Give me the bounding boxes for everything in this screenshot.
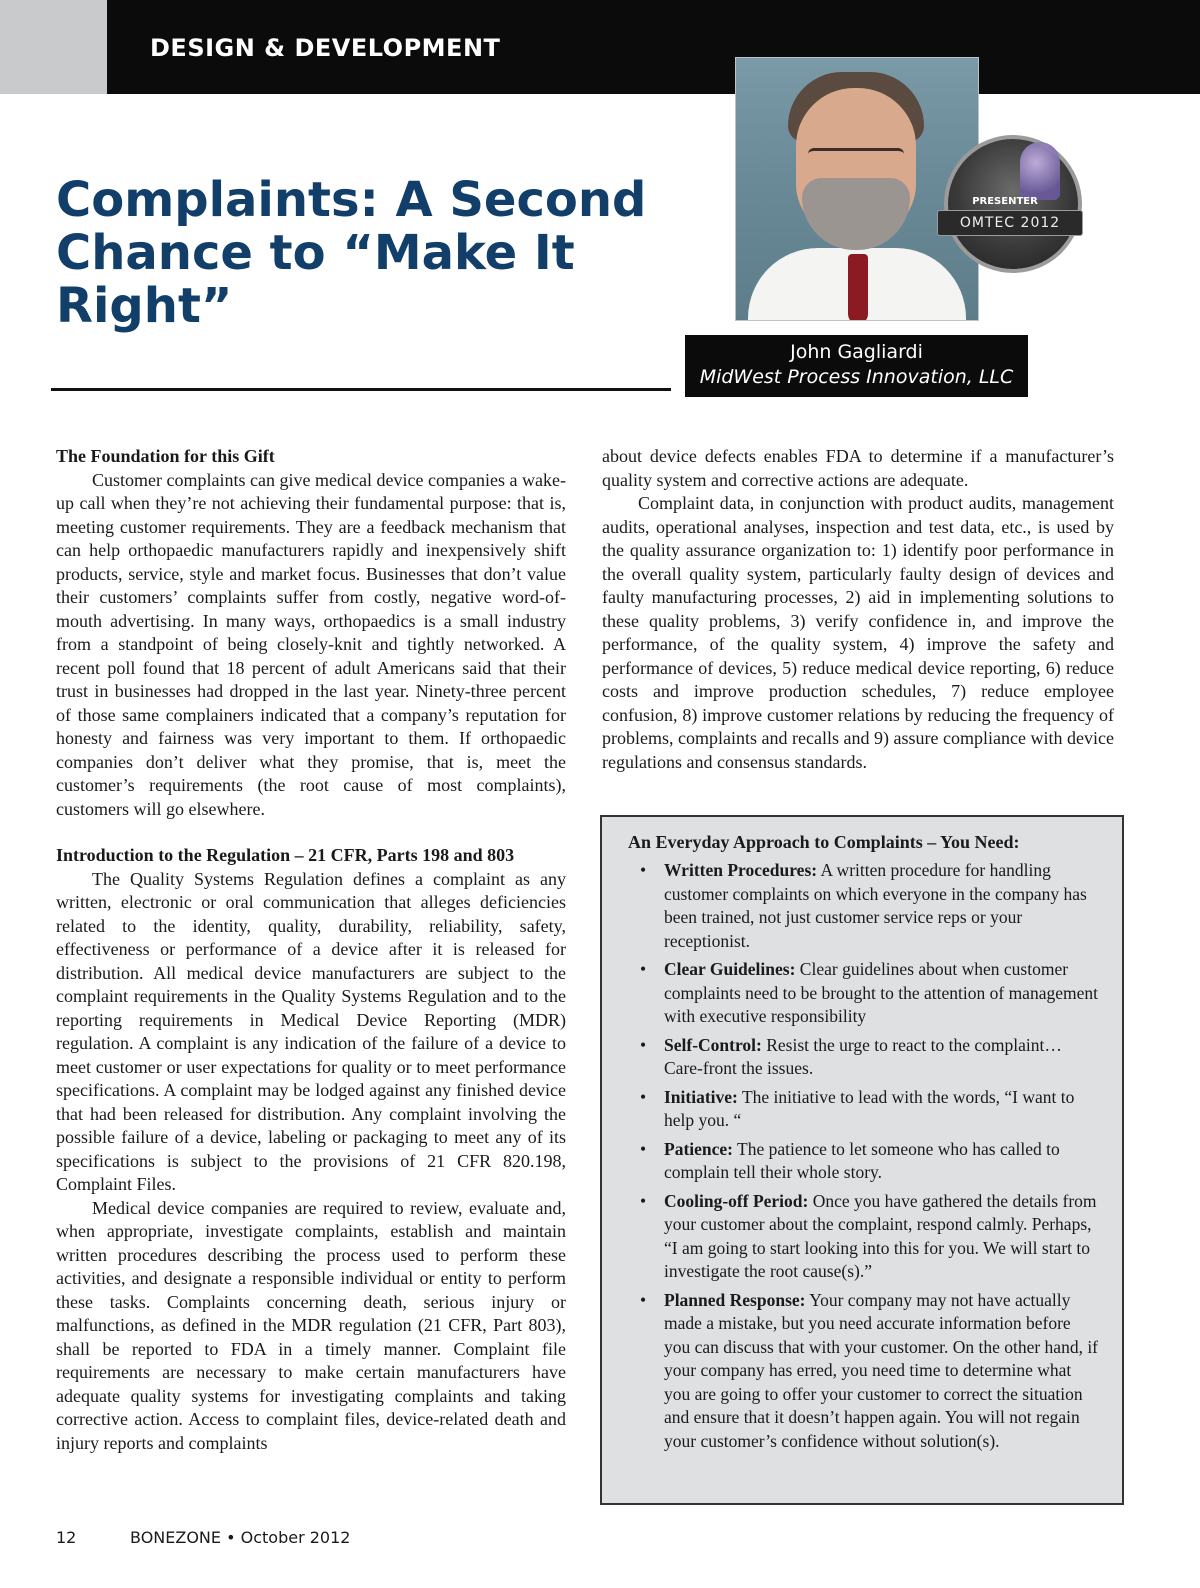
header-gray-tab [0, 0, 107, 94]
bullet-icon: • [640, 1086, 647, 1107]
bullet-icon: • [640, 860, 647, 880]
author-box [685, 335, 1028, 397]
item-term: Initiative: [664, 1086, 738, 1107]
item-text: A written procedure for handling customer complaints on which everyone in the company has been trained, not just customer service reps or your receptionist. [664, 860, 1087, 951]
publication-line: BONEZONE • October 2012 [130, 1528, 351, 1547]
right-column [602, 445, 1114, 774]
item-term: Cooling-off Period: [664, 1190, 809, 1211]
article-title: Complaints: A Second Chance to “Make It Right” [56, 172, 647, 334]
item-text: Clear guidelines about when customer complaints need to be brought to the attention of management with executive responsibility [664, 959, 1098, 1026]
sidebar-list [628, 859, 1098, 1458]
bullet-icon: • [640, 1289, 647, 1310]
badge-event: OMTEC 2012 [937, 210, 1083, 236]
section-label: DESIGN & DEVELOPMENT [150, 34, 501, 62]
author-organization: MidWest Process Innovation, LLC [699, 366, 1014, 388]
list-item [628, 1086, 1098, 1133]
complaints-sidebar [600, 815, 1124, 1505]
item-text: The initiative to lead with the words, “I want to help you. “ [664, 1086, 1075, 1130]
skeleton-figure-icon [1020, 142, 1060, 200]
item-text: Resist the urge to react to the complaint… Care-front the issues. [664, 1034, 1062, 1078]
section-heading-foundation: The Foundation for this Gift [56, 446, 275, 466]
section-heading-regulation: Introduction to the Regulation – 21 CFR, Parts 198 and 803 [56, 845, 515, 865]
bullet-icon: • [640, 1034, 647, 1055]
list-item [628, 1034, 1098, 1081]
list-item [628, 958, 1098, 1029]
list-item [628, 1190, 1098, 1284]
item-text: Your company may not have actually made a mistake, but you need accurate information before you can discuss that with your customer. On the other hand, if your company has erred, you need time to determine what you are going to offer your customer to correct the situation and ensure that it doesn’t happen again. You will not regain your customer’s confidence without solution(s). [664, 1289, 1099, 1451]
paragraph: Customer complaints can give medical device companies a wake-up call when they’re not achieving their fundamental purpose: that is, meeting customer requirements. They are a feedback mechanism that can help orthopaedic manufacturers rapidly and inexpensively shift products, service, style and market focus. Businesses that don’t value their customers’ complaints suffer from costly, negative word-of-mouth advertising. In many ways, orthopaedics is a small industry from a standpoint of being closely-knit and tightly networked. A recent poll found that 18 percent of adult Americans said that their trust in businesses had dropped in the last year. Ninety-three percent of those same complainers indicated that a company’s reputation for honesty and fairness was very important to them. If orthopaedic companies don’t deliver what they promise, that is, meet the customer’s requirements (the root cause of most complaints), customers will go elsewhere. [56, 469, 566, 819]
item-term: Written Procedures: [664, 860, 818, 880]
author-name: John Gagliardi [790, 341, 923, 363]
item-text: Once you have gathered the details from your customer about the complaint, respond calmly. Perhaps, “I am going to start looking into this for you. We will start to investigate the root cause(s).” [664, 1190, 1097, 1281]
item-term: Self-Control: [664, 1034, 762, 1055]
badge-label: PRESENTER [972, 196, 1038, 207]
item-term: Clear Guidelines: [664, 959, 796, 979]
page-number: 12 [56, 1528, 77, 1547]
bullet-icon: • [640, 1190, 647, 1211]
list-item [628, 1289, 1098, 1454]
left-column [56, 445, 566, 1455]
title-divider [51, 388, 671, 391]
author-photo [735, 57, 979, 321]
bullet-icon: • [640, 959, 647, 979]
paragraph: The Quality Systems Regulation defines a complaint as any written, electronic or oral communication that alleges deficiencies related to the identity, quality, durability, reliability, safety, effectiveness or performance of a device after it is released for distribution. All medical device manufacturers are subject to the complaint requirements in the Quality Systems Regulation and to the reporting requirements in Medical Device Reporting (MDR) regulation. A complaint is any indication of the failure of a device to meet customer or user expectations for quality or to meet performance specifications. A complaint may be lodged against any finished device that had been released for distribution. Any complaint involving the possible failure of a device, labeling or packaging to meet any of its specifications is subject to the provisions of 21 CFR 820.198, Complaint Files. [56, 868, 566, 1194]
item-term: Planned Response: [664, 1289, 806, 1310]
item-term: Patience: [664, 1138, 733, 1159]
paragraph: about device defects enables FDA to determine if a manufacturer’s quality system and corrective actions are adequate. [602, 446, 1114, 490]
list-item [628, 859, 1098, 953]
bullet-icon: • [640, 1138, 647, 1159]
paragraph: Complaint data, in conjunction with product audits, management audits, operational analyses, inspection and test data, etc., is used by the quality assurance organization to: 1) identify poor performance in the overall quality system, particularly faulty design of devices and faulty manufacturing processes, 2) aid in implementing solutions to these quality problems, 3) verify confidence in, and improve the performance, of the quality system, 4) improve the safety and performance of devices, 5) reduce medical device reporting, 6) reduce costs and improve production schedules, 7) reduce employee confusion, 8) improve customer relations by reducing the frequency of problems, complaints and recalls and 9) assure compliance with device regulations and consensus standards. [602, 493, 1114, 772]
sidebar-heading: An Everyday Approach to Complaints – You Need: [628, 832, 1020, 852]
list-item [628, 1138, 1098, 1185]
paragraph: Medical device companies are required to review, evaluate and, when appropriate, investigate complaints, establish and maintain written procedures describing the process used to perform these activities, and designate a responsible individual or entity to perform these tasks. Complaints concerning death, serious injury or malfunctions, as defined in the MDR regulation (21 CFR, Part 803), shall be reported to FDA in a timely manner. Complaint file requirements are necessary to make certain manufacturers have adequate quality systems for investigating complaints and taking corrective action. Access to complaint files, device-related death and injury reports and complaints [56, 1197, 566, 1453]
item-text: The patience to let someone who has called to complain tell their whole story. [664, 1138, 1060, 1182]
